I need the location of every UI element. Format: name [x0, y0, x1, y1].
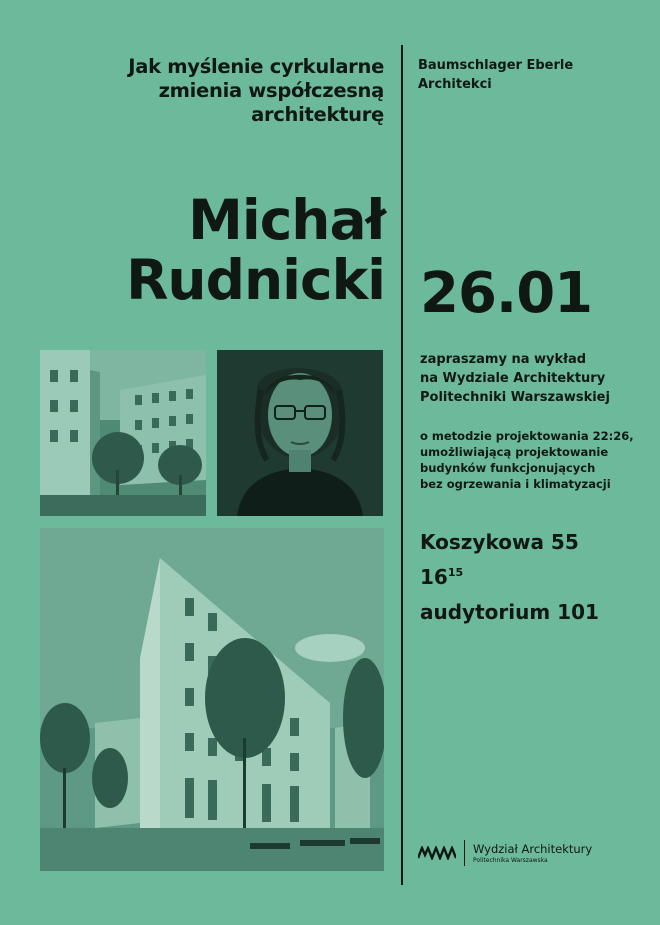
venue-street: Koszykowa 55	[420, 530, 579, 554]
firm-name	[418, 56, 573, 94]
speaker-name	[40, 190, 385, 310]
lecture-title-line: zmienia współczesną	[158, 79, 384, 102]
speaker-first-name: Michał	[188, 188, 385, 252]
lecture-title-line: Jak myślenie cyrkularne	[128, 55, 384, 78]
faculty-logo	[418, 840, 592, 866]
logo-separator	[464, 840, 465, 866]
university-name: Politechnika Warszawska	[473, 856, 548, 864]
description-line: bez ogrzewania i klimatyzacji	[420, 477, 611, 491]
firm-name-line: Baumschlager Eberle	[418, 58, 574, 73]
invitation-line: zapraszamy na wykład	[420, 352, 587, 367]
vertical-divider	[401, 45, 403, 885]
faculty-logo-text	[473, 842, 592, 865]
lecture-title-line: architekturę	[251, 103, 384, 126]
lecture-description	[420, 428, 634, 492]
venue-info	[420, 525, 599, 630]
building-photo-main	[40, 528, 384, 871]
lecture-title	[40, 55, 384, 127]
invitation-text	[420, 350, 610, 407]
building-main-illustration	[40, 528, 384, 871]
building-photo-illustration	[40, 350, 206, 516]
speaker-portrait-photo	[217, 350, 383, 516]
event-date: 26.01	[420, 261, 593, 326]
portrait-illustration	[217, 350, 383, 516]
description-line: budynków funkcjonujących	[420, 461, 596, 475]
invitation-line: Politechniki Warszawskiej	[420, 390, 610, 405]
venue-minutes: 15	[447, 566, 464, 579]
venue-room: audytorium 101	[420, 600, 599, 624]
faculty-name: Wydział Architektury	[473, 841, 593, 856]
building-photo-top	[40, 350, 206, 516]
venue-hour: 16	[420, 565, 448, 589]
invitation-line: na Wydziale Architektury	[420, 371, 606, 386]
description-line: umożliwiającą projektowanie	[420, 445, 609, 459]
description-line: o metodzie projektowania 22:26,	[420, 429, 634, 443]
faculty-logo-mark-icon	[418, 846, 456, 860]
firm-name-line: Architekci	[418, 77, 492, 92]
speaker-last-name: Rudnicki	[126, 248, 385, 312]
venue-time	[420, 560, 599, 595]
